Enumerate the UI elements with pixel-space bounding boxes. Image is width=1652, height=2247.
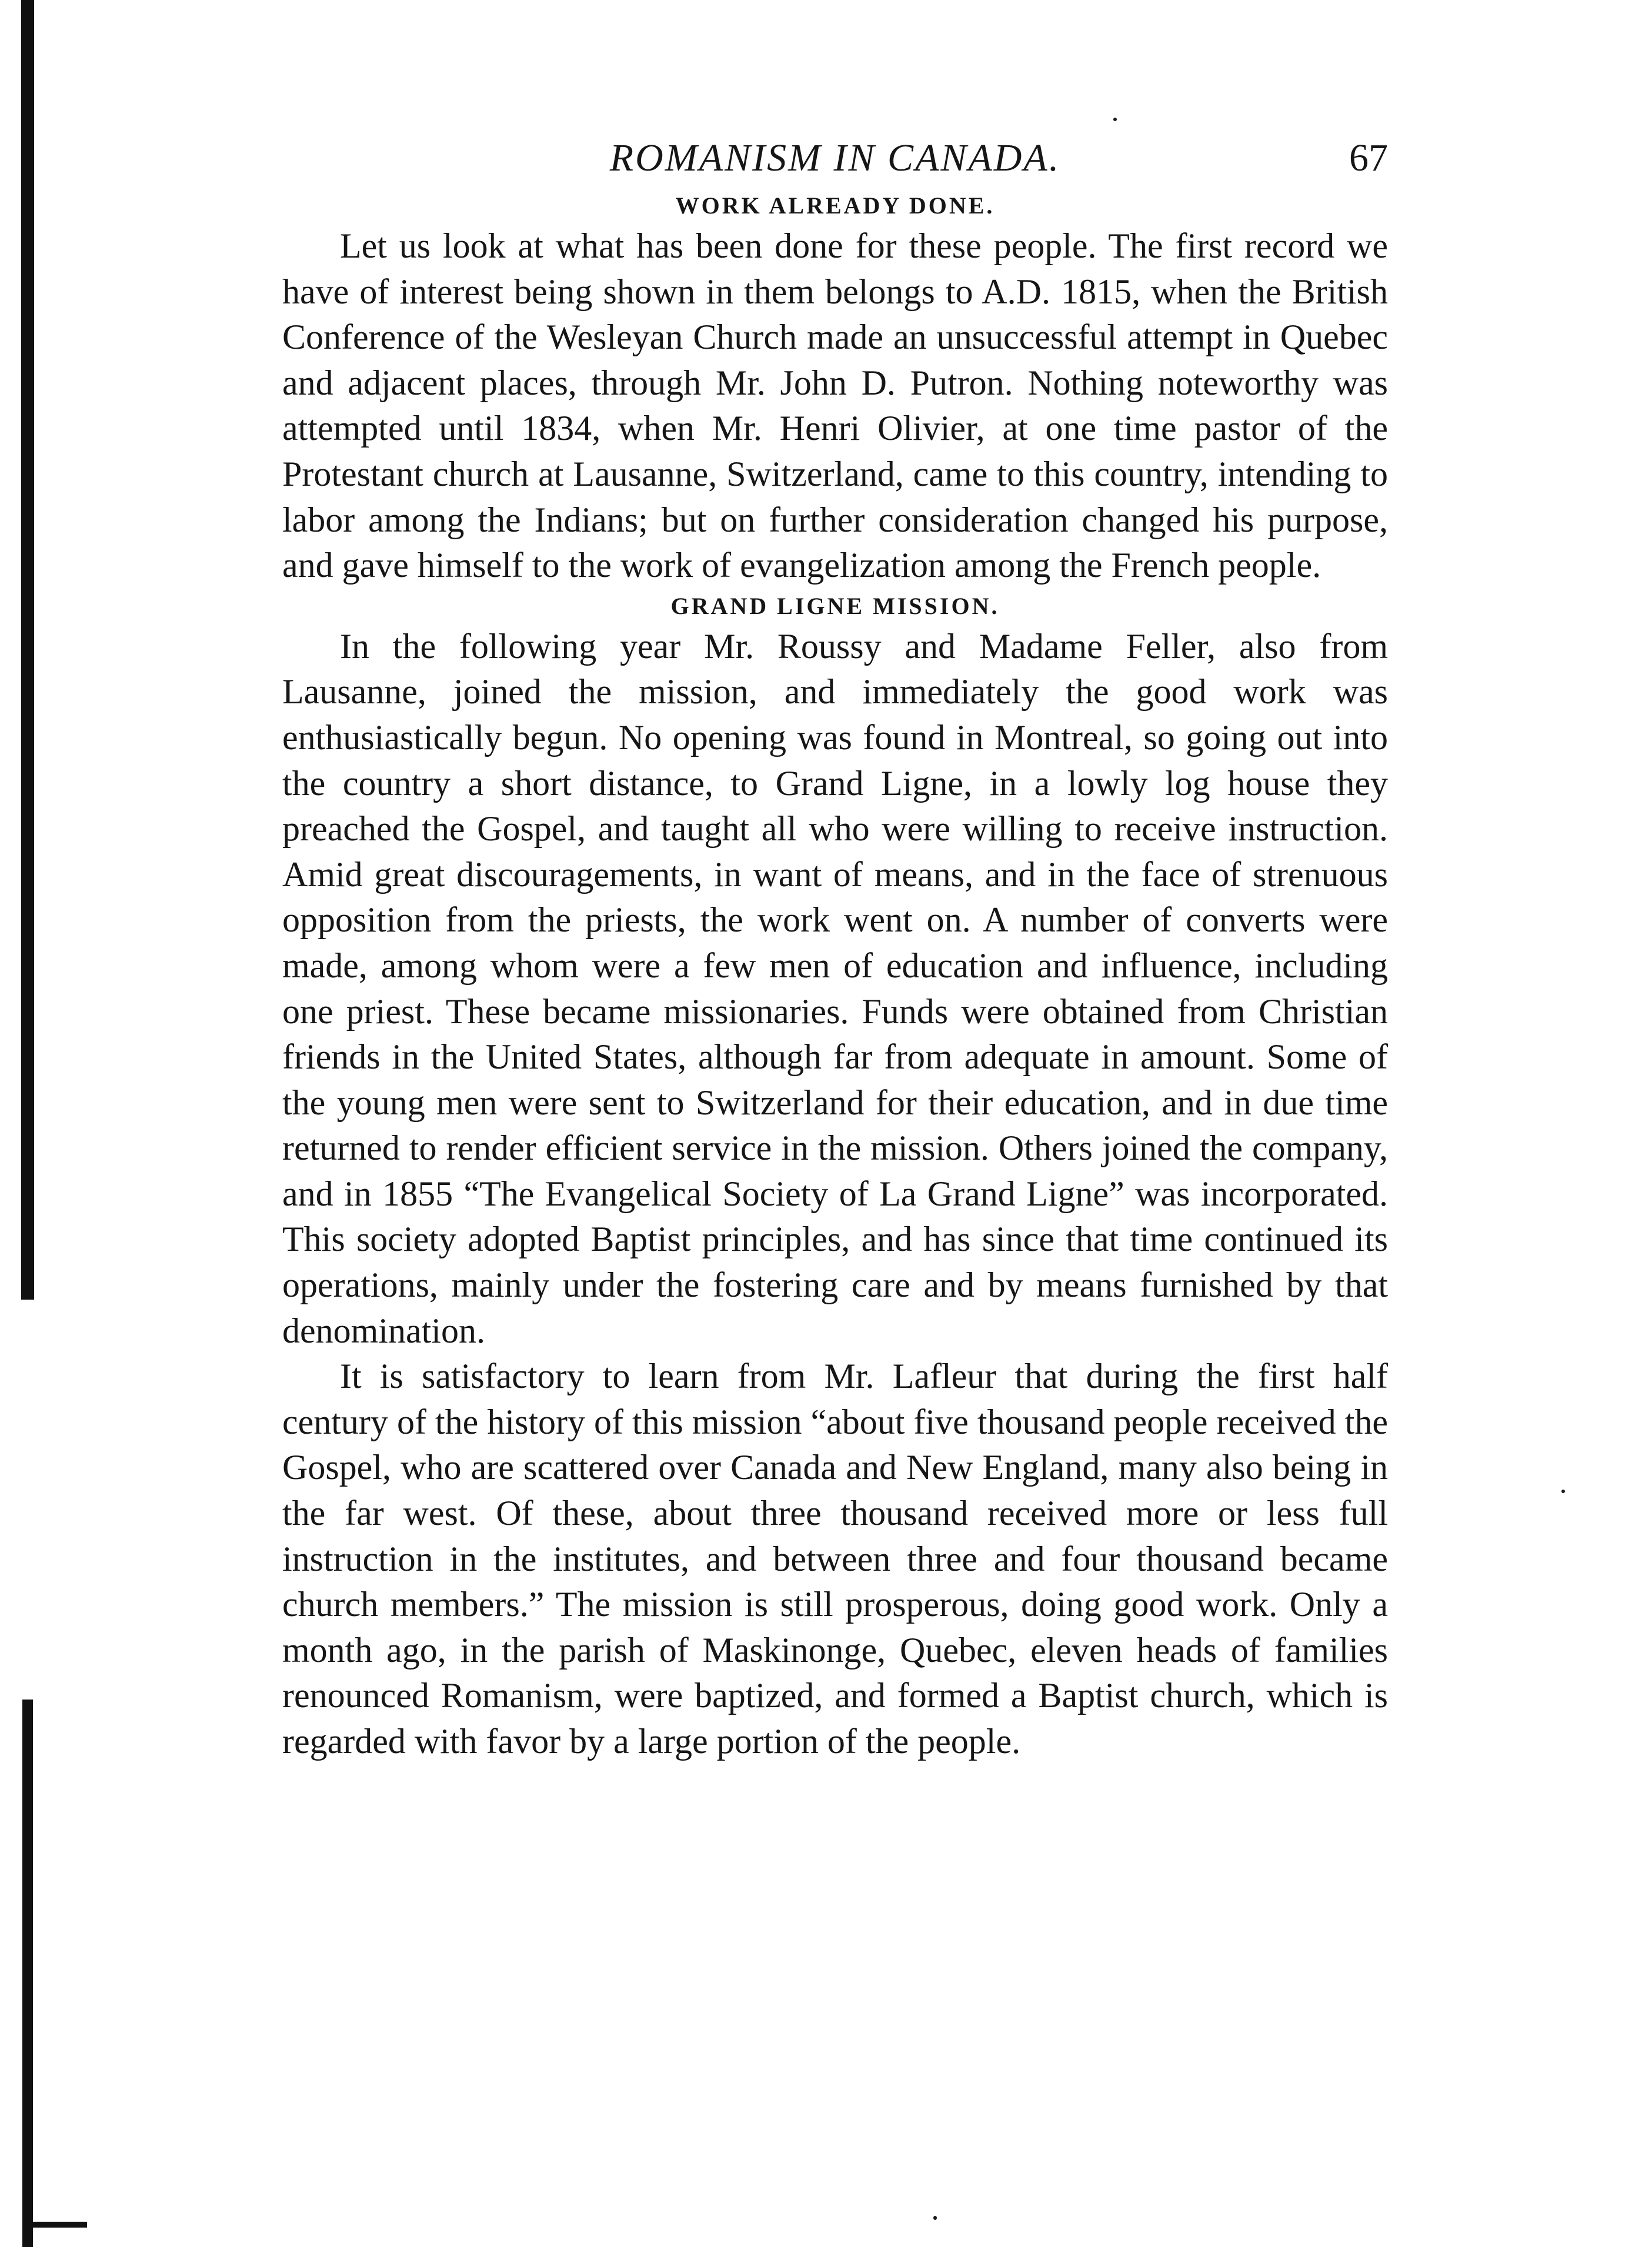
paragraph: It is satisfactory to learn from Mr. Lafleur that during the first half century of the history of this mission “about five thousand people received the Gospel, who are scattered over Canada and New England, many also being in the far west. Of these, about three thousand received more or less full instruction in the institutes, and between three and four thousand became church members.” The mission is still prosperous, doing good work. Only a month ago, in the parish of Maskinonge, Quebec, eleven heads of families renounced Romanism, were baptized, and formed a Baptist church, which is regarded with favor by a large portion of the people. bbox=[282, 1357, 1388, 1761]
running-title: ROMANISM IN CANADA. bbox=[609, 136, 1061, 179]
section-heading: GRAND LIGNE MISSION. bbox=[670, 592, 1000, 619]
paragraph: Let us look at what has been done for these people. The first record we have of interest being shown in them belongs to A.D. 1815, when the British Conference of the Wesleyan Church made an unsuccessful attempt in Quebec and adjacent places, through Mr. John D. Putron. Nothing noteworthy was attempted until 1834, when Mr. Henri Olivier, at one time pastor of the Protestant church at Lausanne, Switzerland, came to this country, intending to labor among the Indians; but on further consideration changed his purpose, and gave himself to the work of evangelization among the French people. bbox=[282, 226, 1388, 585]
section-grand-ligne-mission bbox=[282, 589, 1388, 1765]
scan-edge-left-bottom bbox=[22, 1700, 33, 2247]
section-heading: WORK ALREADY DONE. bbox=[675, 192, 995, 219]
running-header bbox=[282, 118, 1388, 182]
scan-edge-left-top bbox=[21, 0, 34, 1300]
book-page bbox=[282, 118, 1388, 1765]
paragraph: In the following year Mr. Roussy and Madame Feller, also from Lausanne, joined the mission, and immediately the good work was enthusiastically begun. No opening was found in Montreal, so going out into the country a short distance, to Grand Ligne, in a lowly log house they preached the Gospel, and taught all who were willing to receive instruction. Amid great discouragements, in want of means, and in the face of strenuous opposition from the priests, the work went on. A number of converts were made, among whom were a few men of education and influence, including one priest. These became missionaries. Funds were obtained from Christian friends in the United States, although far from adequate in amount. Some of the young men were sent to Switzerland for their education, and in due time returned to render efficient service in the mission. Others joined the company, and in 1855 “The Evangelical Society of La Grand Ligne” was incorporated. This society adopted Baptist principles, and has since that time continued its operations, mainly under the fostering care and by means furnished by that denomination. bbox=[282, 626, 1388, 1350]
scan-edge-bottom bbox=[22, 2222, 87, 2228]
page-number: 67 bbox=[1349, 136, 1388, 179]
ink-speck bbox=[933, 2216, 937, 2220]
ink-speck bbox=[1561, 1490, 1565, 1493]
section-work-already-done bbox=[282, 188, 1388, 589]
